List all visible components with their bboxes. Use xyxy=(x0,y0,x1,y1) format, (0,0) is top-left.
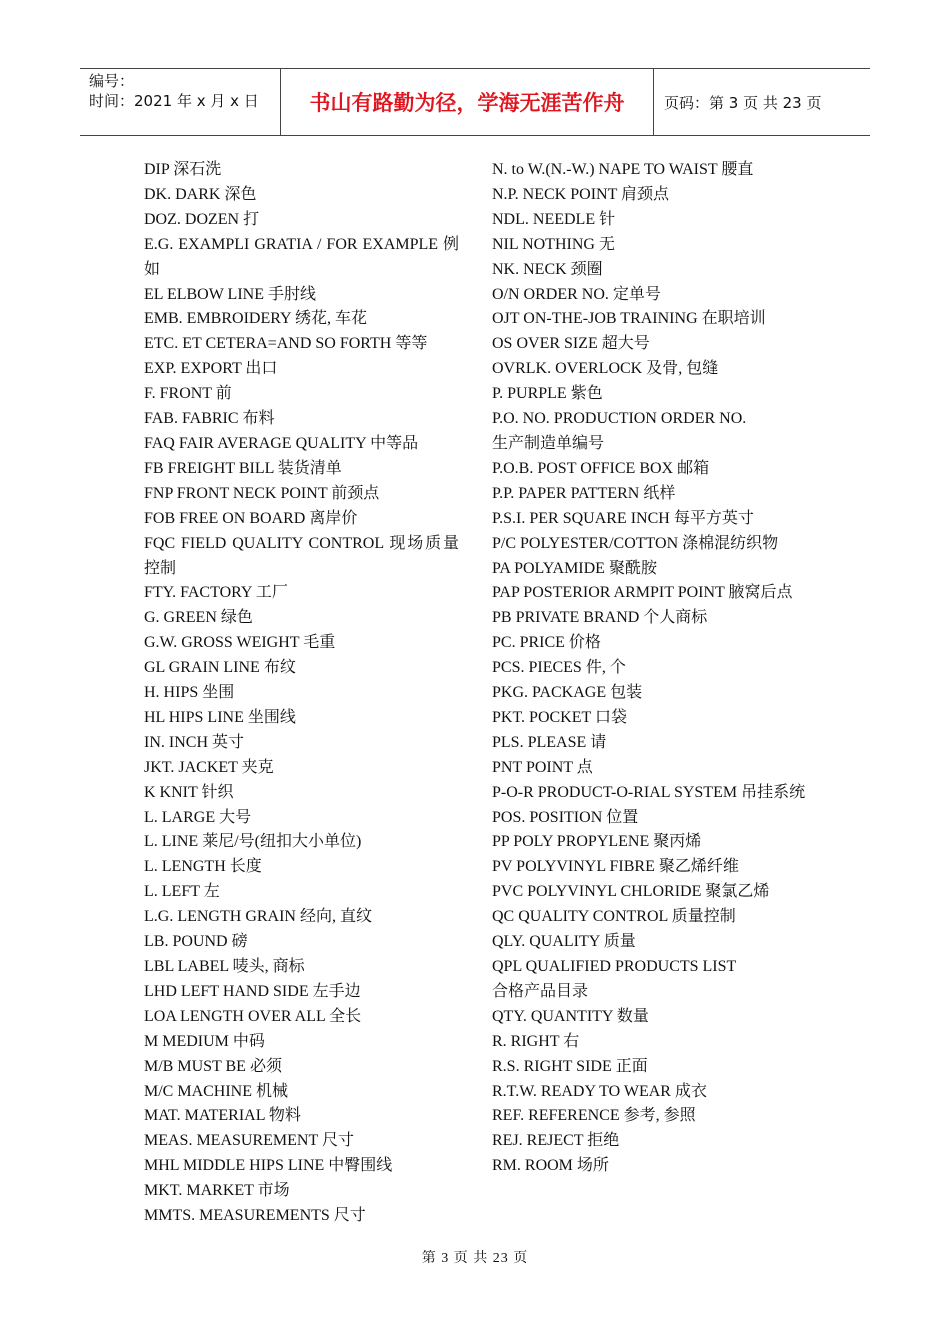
glossary-entry: P-O-R PRODUCT-O-RIAL SYSTEM 吊挂系统 xyxy=(492,783,806,801)
glossary-entry: OJT ON-THE-JOB TRAINING 在职培训 xyxy=(492,310,766,328)
glossary-entry: M/C MACHINE 机械 xyxy=(144,1082,289,1100)
glossary-entry: EL ELBOW LINE 手肘线 xyxy=(144,285,316,303)
glossary-entry: PA POLYAMIDE 聚酰胺 xyxy=(492,559,657,577)
glossary-entry: HL HIPS LINE 坐围线 xyxy=(144,708,296,726)
glossary-entry: M MEDIUM 中码 xyxy=(144,1032,265,1050)
glossary-entry: MHL MIDDLE HIPS LINE 中臀围线 xyxy=(144,1157,393,1175)
glossary-entry: QPL QUALIFIED PRODUCTS LIST xyxy=(492,958,737,975)
glossary-entry: P/C POLYESTER/COTTON 涤棉混纺织物 xyxy=(492,534,779,552)
glossary-entry: EXP. EXPORT 出口 xyxy=(144,360,278,378)
glossary-entry: K KNIT 针织 xyxy=(144,783,234,801)
header-page-info: 页码：第 3 页 共 23 页 xyxy=(664,93,822,112)
glossary-entry: R. RIGHT 右 xyxy=(492,1032,580,1050)
glossary-entry: P.O. NO. PRODUCTION ORDER NO. xyxy=(492,410,747,428)
glossary-entry: G. GREEN 绿色 xyxy=(144,609,253,627)
glossary-entry: LBL LABEL 唛头, 商标 xyxy=(144,958,305,975)
glossary-entry: P.O.B. POST OFFICE BOX 邮箱 xyxy=(492,459,710,477)
glossary-entry: M/B MUST BE 必须 xyxy=(144,1057,282,1075)
glossary-entry: L. LINE 莱尼/号(纽扣大小单位) xyxy=(144,833,362,851)
glossary-entry: DOZ. DOZEN 打 xyxy=(144,210,260,228)
glossary-entry: MAT. MATERIAL 物料 xyxy=(144,1107,301,1125)
glossary-entry: QLY. QUALITY 质量 xyxy=(492,933,636,951)
glossary-entry: OS OVER SIZE 超大号 xyxy=(492,335,650,353)
glossary-entry: LB. POUND 磅 xyxy=(144,933,248,951)
glossary-entry: DK. DARK 深色 xyxy=(144,185,257,203)
glossary-entry: L. LEFT 左 xyxy=(144,883,220,901)
glossary-entry: REF. REFERENCE 参考, 参照 xyxy=(492,1107,696,1125)
header-meta xyxy=(80,69,281,135)
glossary-entry: L.G. LENGTH GRAIN 经向, 直纹 xyxy=(144,908,372,926)
glossary-entry: LOA LENGTH OVER ALL 全长 xyxy=(144,1007,362,1025)
glossary-entry: PP POLY PROPYLENE 聚丙烯 xyxy=(492,833,702,851)
glossary-entry: OVRLK. OVERLOCK 及骨, 包缝 xyxy=(492,360,719,378)
glossary-entry: 生产制造单编号 xyxy=(492,434,605,452)
time-label: 时间：2021 年 x 月 x 日 xyxy=(89,92,259,110)
glossary-entry: GL GRAIN LINE 布纹 xyxy=(144,659,296,677)
right-column xyxy=(492,158,808,1179)
glossary-entry: H. HIPS 坐围 xyxy=(144,684,235,702)
glossary-entry: FQC FIELD QUALITY CONTROL 现场质量控制 xyxy=(144,534,459,577)
glossary-entry: N.P. NECK POINT 肩颈点 xyxy=(492,185,670,203)
glossary-entry: ETC. ET CETERA=AND SO FORTH 等等 xyxy=(144,335,428,353)
glossary-entry: NIL NOTHING 无 xyxy=(492,235,615,253)
glossary-entry: NK. NECK 颈圈 xyxy=(492,260,603,278)
glossary-entry: MEAS. MEASUREMENT 尺寸 xyxy=(144,1132,354,1150)
glossary-entry: POS. POSITION 位置 xyxy=(492,808,639,826)
glossary-entry: O/N ORDER NO. 定单号 xyxy=(492,285,661,303)
glossary-entry: EMB. EMBROIDERY 绣花, 车花 xyxy=(144,310,367,328)
glossary-entry: PKT. POCKET 口袋 xyxy=(492,708,627,726)
left-column xyxy=(144,158,459,1229)
glossary-entry: NDL. NEEDLE 针 xyxy=(492,210,616,228)
glossary-entry: QTY. QUANTITY 数量 xyxy=(492,1007,649,1025)
glossary-entry: REJ. REJECT 拒绝 xyxy=(492,1132,620,1150)
glossary-entry: FTY. FACTORY 工厂 xyxy=(144,584,288,602)
glossary-entry: FB FREIGHT BILL 装货清单 xyxy=(144,459,342,477)
glossary-entry: RM. ROOM 场所 xyxy=(492,1157,609,1175)
glossary-entry: 合格产品目录 xyxy=(492,982,589,1000)
glossary-entry: JKT. JACKET 夹克 xyxy=(144,758,274,776)
glossary-entry: P. PURPLE 紫色 xyxy=(492,385,603,403)
glossary-entry: P.P. PAPER PATTERN 纸样 xyxy=(492,484,676,502)
glossary-entry: FOB FREE ON BOARD 离岸价 xyxy=(144,509,358,527)
document-header xyxy=(80,68,870,136)
glossary-entry: PLS. PLEASE 请 xyxy=(492,733,607,751)
glossary-entry: F. FRONT 前 xyxy=(144,385,232,403)
glossary-entry: E.G. EXAMPLI GRATIA / FOR EXAMPLE 例如 xyxy=(144,235,459,278)
glossary-entry: IN. INCH 英寸 xyxy=(144,733,244,751)
glossary-entry: PAP POSTERIOR ARMPIT POINT 腋窝后点 xyxy=(492,584,793,602)
number-label: 编号： xyxy=(89,72,135,90)
glossary-entry: P.S.I. PER SQUARE INCH 每平方英寸 xyxy=(492,509,754,527)
glossary-entry: FAQ FAIR AVERAGE QUALITY 中等品 xyxy=(144,434,419,452)
glossary-entry: MKT. MARKET 市场 xyxy=(144,1182,290,1200)
header-motto: 书山有路勤为径，学海无涯苦作舟 xyxy=(281,69,654,135)
glossary-entry: DIP 深石洗 xyxy=(144,161,222,178)
glossary-entry: PC. PRICE 价格 xyxy=(492,634,601,652)
glossary-entry: FNP FRONT NECK POINT 前颈点 xyxy=(144,484,380,502)
glossary-entry: L. LENGTH 长度 xyxy=(144,858,262,876)
glossary-entry: PNT POINT 点 xyxy=(492,758,593,776)
glossary-entry: L. LARGE 大号 xyxy=(144,808,252,826)
glossary-entry: LHD LEFT HAND SIDE 左手边 xyxy=(144,982,361,1000)
glossary-entry: PB PRIVATE BRAND 个人商标 xyxy=(492,609,708,627)
glossary-entry: MMTS. MEASUREMENTS 尺寸 xyxy=(144,1207,366,1225)
page-footer: 第 3 页 共 23 页 xyxy=(421,1251,529,1266)
glossary-entry: N. to W.(N.-W.) NAPE TO WAIST 腰直 xyxy=(492,161,754,178)
glossary-entry: R.S. RIGHT SIDE 正面 xyxy=(492,1057,648,1075)
glossary-entry: PV POLYVINYL FIBRE 聚乙烯纤维 xyxy=(492,858,739,876)
glossary-entry: PKG. PACKAGE 包装 xyxy=(492,684,643,702)
glossary-entry: G.W. GROSS WEIGHT 毛重 xyxy=(144,634,336,652)
glossary-entry: R.T.W. READY TO WEAR 成衣 xyxy=(492,1082,707,1100)
glossary-entry: FAB. FABRIC 布料 xyxy=(144,410,275,428)
glossary-entry: PCS. PIECES 件, 个 xyxy=(492,659,626,677)
glossary-entry: QC QUALITY CONTROL 质量控制 xyxy=(492,908,736,926)
glossary-entry: PVC POLYVINYL CHLORIDE 聚氯乙烯 xyxy=(492,883,770,901)
